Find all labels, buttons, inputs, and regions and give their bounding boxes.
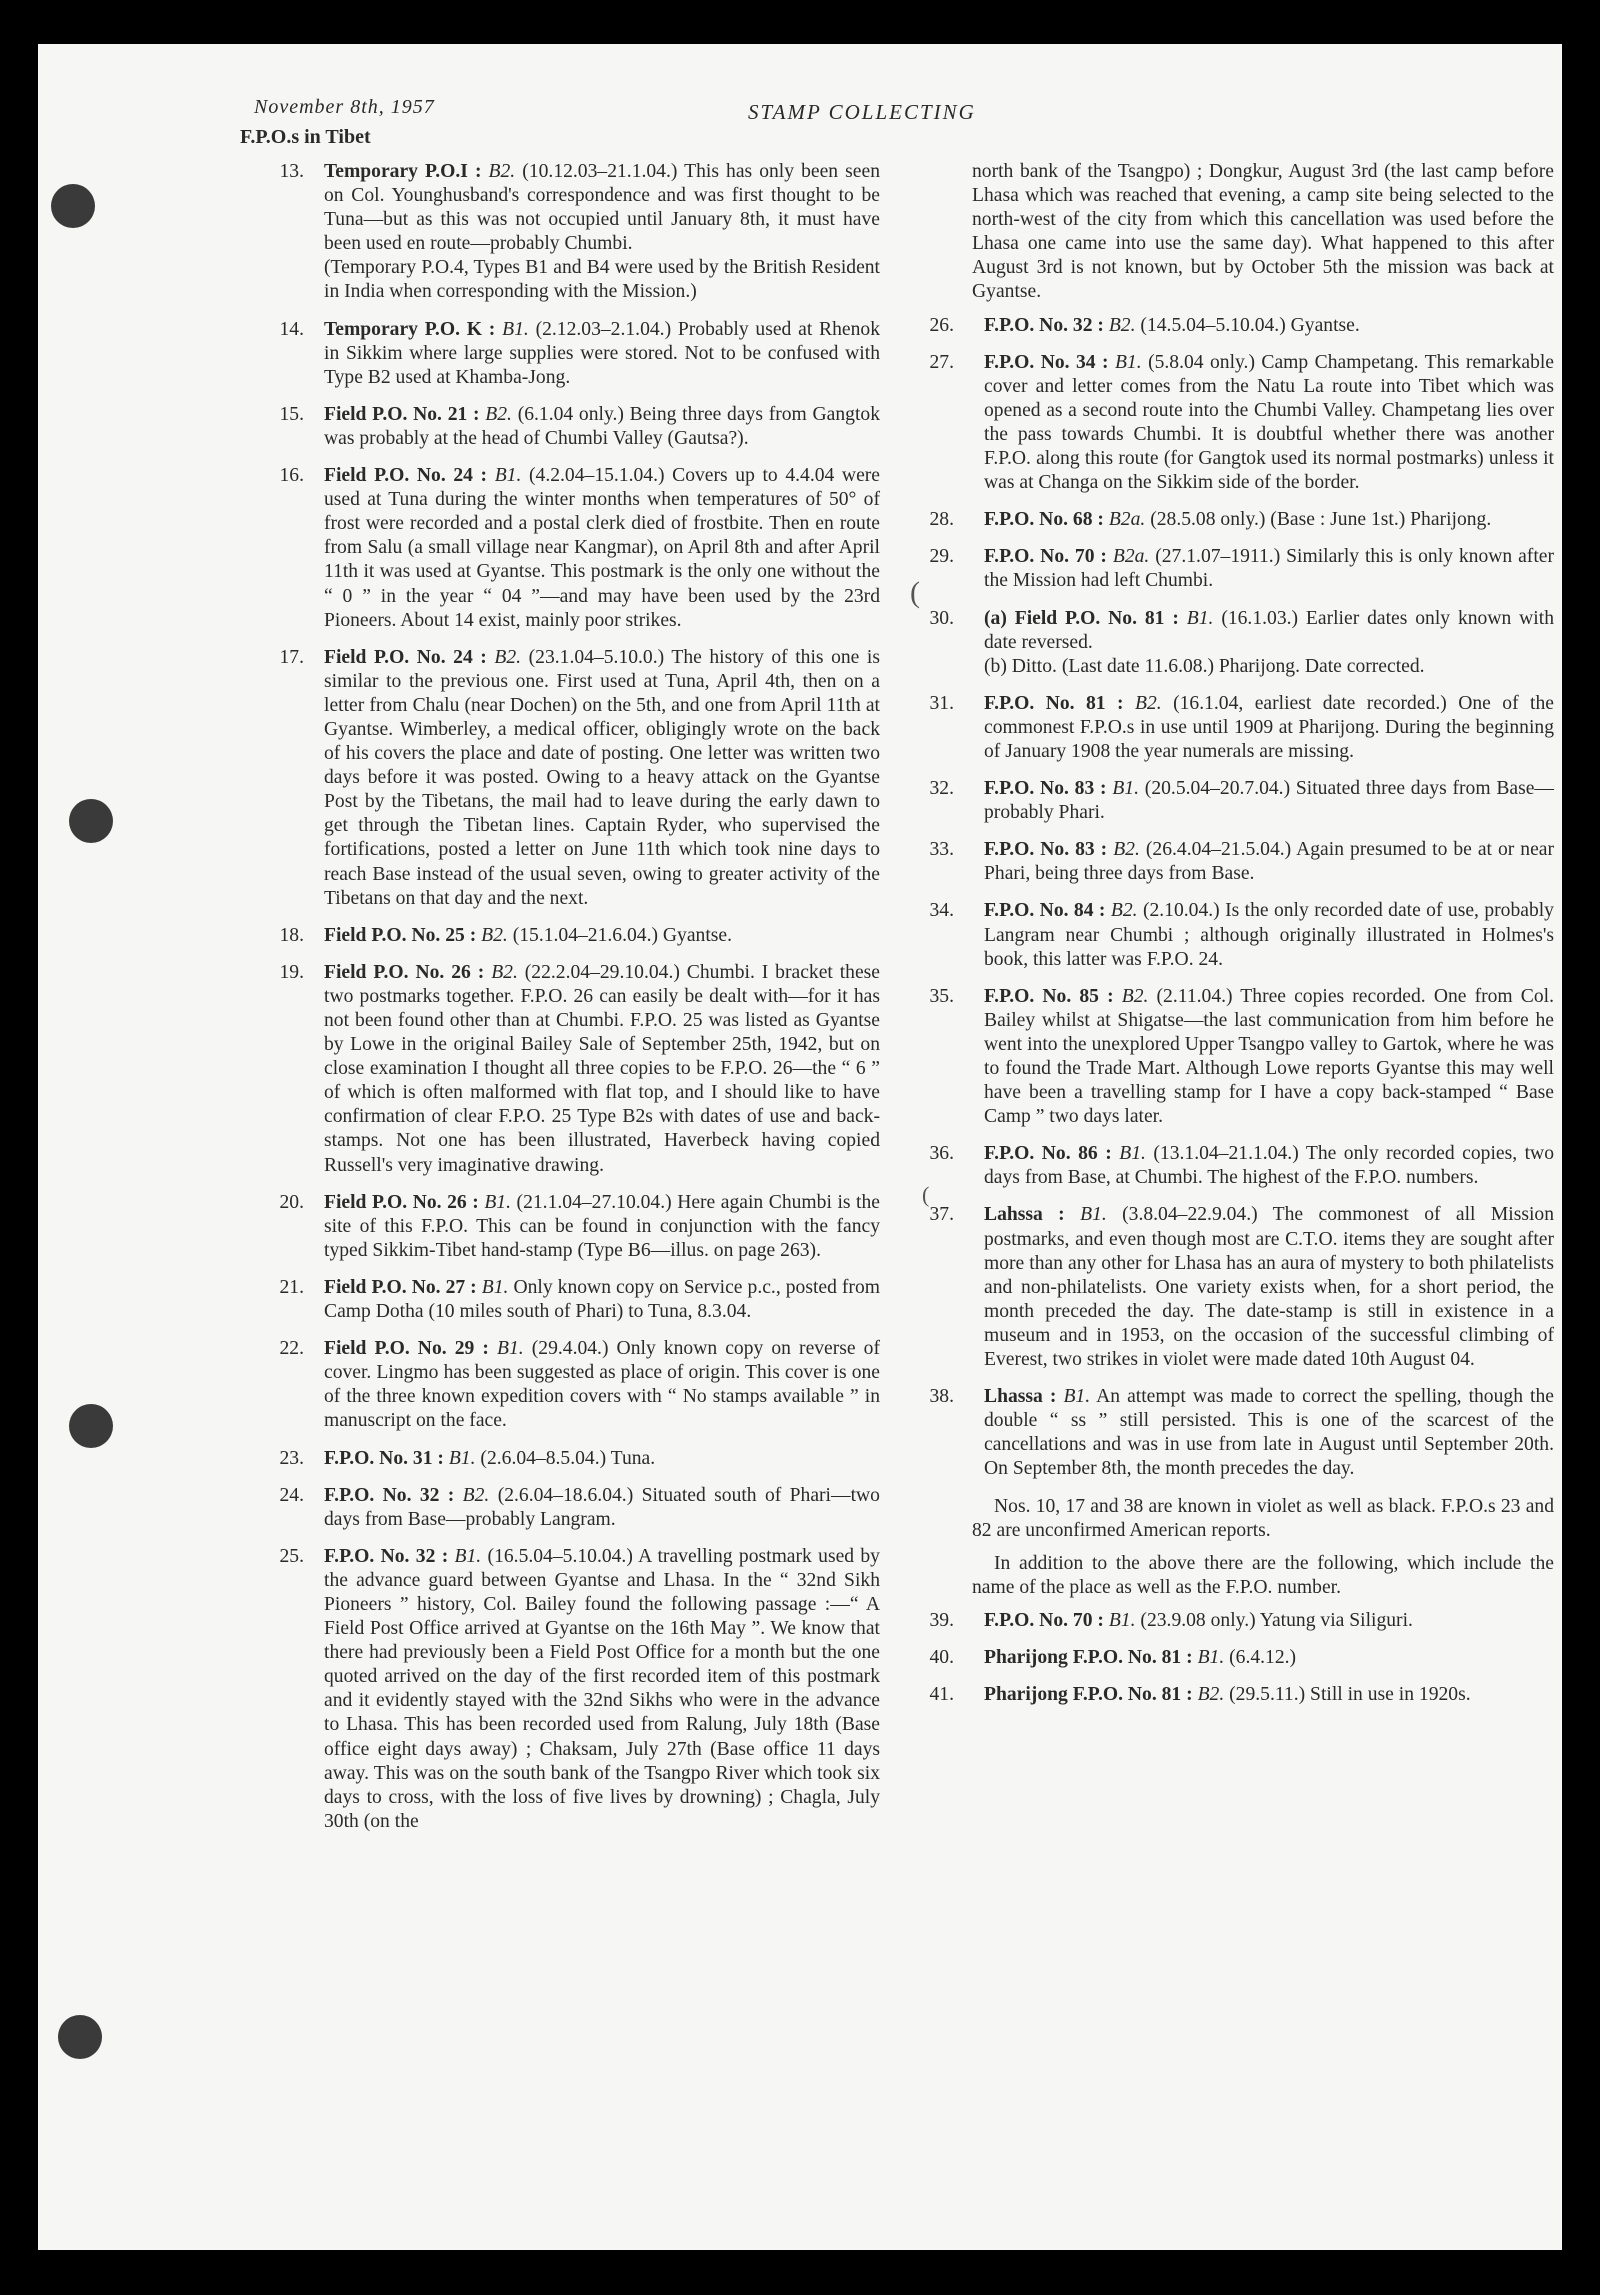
entry-description: (21.1.04–27.10.04.) Here again Chumbi is the site of this F.P.O. This can be found in conjunction with the fancy typed Sikkim-Tibet hand-stamp (Type B6—illus. on page 263). xyxy=(324,1191,880,1261)
entry-title: F.P.O. No. 86 : xyxy=(984,1143,1112,1165)
entry-number: 31. xyxy=(929,692,954,714)
entry-title: F.P.O. No. 31 : xyxy=(324,1447,444,1469)
entry-title: Field P.O. No. 26 : xyxy=(324,961,485,983)
entry-description: (15.1.04–21.6.04.) Gyantse. xyxy=(512,924,733,946)
entry-title: Field P.O. No. 29 : xyxy=(324,1338,489,1360)
entry-type: B2. xyxy=(462,1484,490,1506)
entry-type: B1. xyxy=(1197,1646,1225,1668)
catalogue-entry xyxy=(260,1484,880,1532)
catalogue-entry xyxy=(260,646,880,911)
entry-text xyxy=(984,985,1554,1130)
entry-title: F.P.O. No. 68 : xyxy=(984,509,1104,531)
left-column xyxy=(260,160,880,1847)
entry-text xyxy=(324,318,880,390)
entry-number: 32. xyxy=(929,778,954,800)
entry-type: B1. xyxy=(448,1447,476,1469)
catalogue-entry xyxy=(260,1337,880,1433)
entry-title: Field P.O. No. 26 : xyxy=(324,1191,479,1213)
entry-type: B1. xyxy=(484,1191,511,1213)
entry-type: B2. xyxy=(1110,900,1138,922)
entry-description: (2.6.04–8.5.04.) Tuna. xyxy=(480,1447,656,1469)
entry-number: 17. xyxy=(279,646,304,668)
entry-type: B2. xyxy=(1197,1684,1225,1706)
entry-title: Field P.O. No. 25 : xyxy=(324,924,477,946)
entry-text xyxy=(324,1337,880,1433)
entry-text xyxy=(984,545,1554,593)
entry-title: (a) Field P.O. No. 81 : xyxy=(984,607,1179,629)
entry-number: 22. xyxy=(279,1338,304,1360)
closing-note: In addition to the above there are the following, which include the name of the place as well as the F.P.O. number. xyxy=(972,1552,1554,1598)
entry-description: (2.12.03–2.1.04.) Probably used at Rhenok in Sikkim where large supplies were stored. Not to be confused with Type B2 used at Khamba-Jong. xyxy=(324,318,880,388)
entry-number: 36. xyxy=(929,1143,954,1165)
entry-title: Pharijong F.P.O. No. 81 : xyxy=(984,1646,1193,1668)
entry-title: F.P.O. No. 85 : xyxy=(984,985,1114,1007)
entry-description: (23.1.04–5.10.0.) The history of this one is similar to the previous one. First used at Tuna, April 4th, then on a letter from Chalu (near Dochen) on the 5th, and one from April 11th at Gyantse. Wimberley, a medical officer, obligingly wrote on the back of his covers the place and date of posting. One letter was written two days before it was posted. Owing to a heavy attack on the Gyantse Post by the Tibetans, the mail had to leave during the early dawn to get through the Tibetan lines. Captain Ryder, who supervised the fortifications, posted a letter on June 11th which took nine days to reach Base instead of the usual seven, owing to greater activity of the Tibetans on that day and the next. xyxy=(324,646,880,909)
entry-title: F.P.O. No. 32 : xyxy=(324,1545,449,1567)
entry-number: 41. xyxy=(929,1684,954,1706)
entry-number: 14. xyxy=(279,318,304,340)
entry-number: 25. xyxy=(279,1545,304,1567)
entry-title: Pharijong F.P.O. No. 81 : xyxy=(984,1684,1193,1706)
entry-number: 13. xyxy=(279,161,304,182)
entry-number: 30. xyxy=(929,607,954,629)
entry-type: B2. xyxy=(1134,692,1162,714)
punch-hole-2 xyxy=(69,799,113,843)
entry-description: (22.2.04–29.10.04.) Chumbi. I bracket these two postmarks together. F.P.O. 26 can easily be dealt with—for it has not been found other than at Chumbi. F.P.O. 25 was listed as Gyantse by Lowe in the original Bailey Sale of September 25th, 1942, but on close examination I thought all three copies to be F.P.O. 26—the “ 6 ” of which is often malformed with flat top, and I should like to have confirmation of clear F.P.O. 25 Type B2s with dates of use and back-stamps. Not one has been illustrated, Haverbeck having copied Russell's very imaginative drawing. xyxy=(324,961,881,1176)
margin-bracket-mark-2: ( xyxy=(922,1182,930,1207)
entry-number: 29. xyxy=(929,546,954,568)
entry-text xyxy=(984,314,1554,338)
entry-text xyxy=(984,1683,1554,1707)
entry-description: (2.6.04–18.6.04.) Situated south of Phari—two days from Base—probably Langram. xyxy=(324,1484,880,1530)
catalogue-entry xyxy=(908,1683,1554,1707)
entry-type: B1. xyxy=(1108,1609,1136,1631)
entry-description: (13.1.04–21.1.04.) The only recorded copies, two days from Base, at Chumbi. The highest of the F.P.O. numbers. xyxy=(984,1143,1555,1189)
entry-number: 33. xyxy=(929,839,954,861)
entry-text xyxy=(984,351,1554,496)
entry-description: (2.11.04.) Three copies recorded. One from Col. Bailey whilst at Shigatse—the last communication from him before he went into the unexplored Upper Tsangpo valley to Gartok, where he was to found the Trade Mart. Although Lowe reports Gyantse this may well have been a travelling stamp for I have a copy back-stamped “ Base Camp ” two days later. xyxy=(984,985,1554,1128)
entry-description: (26.4.04–21.5.04.) Again presumed to be at or near Phari, being three days from Base. xyxy=(984,839,1555,885)
catalogue-entry xyxy=(908,1609,1554,1633)
catalogue-entry xyxy=(260,160,880,305)
entry-description: (27.1.07–1911.) Similarly this is only known after the Mission had left Chumbi. xyxy=(984,546,1554,592)
entry-description: (14.5.04–5.10.04.) Gyantse. xyxy=(1140,314,1360,336)
entry-title: F.P.O. No. 81 : xyxy=(984,692,1124,714)
entry-text xyxy=(324,1276,880,1324)
entry-description: (16.1.03.) Earlier dates only known with date reversed. xyxy=(984,607,1554,653)
entry-extra-note: (b) Ditto. (Last date 11.6.08.) Pharijong. Date corrected. xyxy=(984,655,1425,677)
entry-text xyxy=(324,160,880,256)
entry-type: B2a. xyxy=(1108,509,1146,531)
entry-title: F.P.O. No. 70 : xyxy=(984,1609,1104,1631)
entry-text xyxy=(324,1545,880,1834)
entry-text xyxy=(324,1447,880,1471)
right-column xyxy=(908,160,1554,1720)
entry-description: (5.8.04 only.) Camp Champetang. This remarkable cover and letter comes from the Natu La route into Tibet which was opened as a second route into the Chumbi Valley. Champetang lies over the pass towards Chumbi. It is doubtful whether there was another F.P.O. along this route (for Gangtok used its normal postmarks) unless it was at Changa on the Sikkim side of the border. xyxy=(984,351,1555,494)
entry-text xyxy=(324,924,880,948)
entry-type: B1. xyxy=(481,1276,509,1298)
entry-title: F.P.O. No. 83 : xyxy=(984,778,1107,800)
entry-text xyxy=(984,777,1554,825)
entry-text xyxy=(984,1385,1554,1481)
entry-title: F.P.O. No. 70 : xyxy=(984,546,1107,568)
entry-title: Field P.O. No. 21 : xyxy=(324,403,480,425)
entry-number: 20. xyxy=(279,1191,304,1213)
catalogue-entry xyxy=(908,692,1554,764)
catalogue-entry xyxy=(908,838,1554,886)
entry-title: Lhassa : xyxy=(984,1386,1057,1408)
catalogue-entry xyxy=(260,1545,880,1834)
entry-type: B1. xyxy=(1114,351,1142,373)
entry-type: B2a. xyxy=(1112,546,1150,568)
catalogue-entry xyxy=(908,985,1554,1130)
catalogue-entry xyxy=(260,924,880,948)
entry-number: 37. xyxy=(929,1204,954,1226)
entry-description: (28.5.08 only.) (Base : June 1st.) Pharijong. xyxy=(1150,509,1492,531)
entry-type: B1. xyxy=(1080,1204,1107,1226)
entry-title: Field P.O. No. 24 : xyxy=(324,465,488,487)
section-title: F.P.O.s in Tibet xyxy=(240,126,371,148)
entry-text xyxy=(324,464,880,633)
entry-title: Field P.O. No. 24 : xyxy=(324,646,487,668)
journal-title: STAMP COLLECTING xyxy=(748,100,976,124)
catalogue-entry xyxy=(908,1385,1554,1481)
entry-type: B2. xyxy=(1108,314,1136,336)
entry-text xyxy=(984,607,1554,655)
entry-description: (6.4.12.) xyxy=(1229,1646,1297,1668)
entry-type: B2. xyxy=(1113,839,1140,861)
entry-title: F.P.O. No. 32 : xyxy=(984,314,1104,336)
catalogue-entry xyxy=(260,1191,880,1263)
entry-description: (4.2.04–15.1.04.) Covers up to 4.4.04 were used at Tuna during the winter months when temperatures of 50° of frost were recorded and a postal clerk died of frostbite. Then en route from Salu (a small village near Kangmar), on April 8th and after April 11th it was used at Gyantse. This postmark is the only one without the “ 0 ” in the year “ 04 ”—and may have been used by the 23rd Pioneers. About 14 exist, mainly poor strikes. xyxy=(324,465,881,631)
entry-number: 21. xyxy=(279,1276,304,1298)
catalogue-entry xyxy=(260,961,880,1178)
entry-description: (2.10.04.) Is the only recorded date of use, probably Langram near Chumbi ; although originally illustrated in Holmes's book, this latter was F.P.O. 24. xyxy=(984,900,1554,970)
catalogue-entry xyxy=(908,508,1554,532)
catalogue-entry xyxy=(908,1646,1554,1670)
catalogue-entry xyxy=(260,1276,880,1324)
entry-number: 26. xyxy=(929,314,954,336)
entry-title: F.P.O. No. 34 : xyxy=(984,351,1109,373)
entry-type: B1. xyxy=(497,1338,524,1360)
closing-note: Nos. 10, 17 and 38 are known in violet as well as black. F.P.O.s 23 and 82 are unconfirmed American reports. xyxy=(972,1495,1554,1541)
issue-date: November 8th, 1957 xyxy=(254,96,435,118)
entry-number: 23. xyxy=(279,1447,304,1469)
catalogue-entry xyxy=(260,1447,880,1471)
entry-title: F.P.O. No. 84 : xyxy=(984,900,1106,922)
entry-type: B2. xyxy=(1121,985,1149,1007)
entry-title: Lahssa : xyxy=(984,1204,1065,1226)
entry-description: (29.4.04.) Only known copy on reverse of cover. Lingmo has been suggested as place of origin. This cover is one of the three known expedition covers with “ No stamps available ” in manuscript on the face. xyxy=(324,1338,880,1432)
catalogue-entry xyxy=(908,351,1554,496)
entry-text xyxy=(324,1484,880,1532)
entry-type: B1. xyxy=(1119,1143,1146,1165)
entry-description: (23.9.08 only.) Yatung via Siliguri. xyxy=(1140,1609,1413,1631)
entry-number: 15. xyxy=(279,403,304,425)
entry-description: An attempt was made to correct the spelling, though the double “ ss ” still persisted. This is one of the scarcest of the cancellations and was in use from late in August until September 20th. On September 8th, the month precedes the day. xyxy=(984,1386,1554,1480)
punch-hole-4 xyxy=(58,2015,102,2059)
entry-title: F.P.O. No. 32 : xyxy=(324,1484,455,1506)
entry-title: Field P.O. No. 27 : xyxy=(324,1276,477,1298)
entry-number: 40. xyxy=(929,1646,954,1668)
entry-text xyxy=(984,508,1554,532)
entry-text xyxy=(984,1203,1554,1372)
entry-description: (20.5.04–20.7.04.) Situated three days from Base—probably Phari. xyxy=(984,778,1555,824)
entry-type: B1. xyxy=(1186,607,1214,629)
entry-text xyxy=(324,646,880,911)
entry-description: (6.1.04 only.) Being three days from Gangtok was probably at the head of Chumbi Valley (Gautsa?). xyxy=(324,403,880,449)
catalogue-entry xyxy=(908,1142,1554,1190)
entry-text xyxy=(984,1142,1554,1190)
entry-title: Temporary P.O.I : xyxy=(324,161,482,182)
entry-text xyxy=(984,692,1554,764)
entry-number: 27. xyxy=(929,351,954,373)
punch-hole-1 xyxy=(51,184,95,228)
entry-text xyxy=(324,1191,880,1263)
entry-type: B1. xyxy=(502,318,529,340)
entry-type: B2. xyxy=(485,403,512,425)
entry-type: B1. xyxy=(494,465,522,487)
entry-number: 39. xyxy=(929,1609,954,1631)
margin-bracket-mark: ( xyxy=(910,576,920,609)
entry-number: 34. xyxy=(929,900,954,922)
catalogue-entry xyxy=(908,777,1554,825)
catalogue-entry xyxy=(260,464,880,633)
catalogue-entry xyxy=(908,1203,1554,1372)
entry-type: B1. xyxy=(1112,778,1140,800)
entry-number: 28. xyxy=(929,509,954,531)
entry-description: (16.5.04–5.10.04.) A travelling postmark used by the advance guard between Gyantse and Lhasa. In the “ 32nd Sikh Pioneers ” history, Col. Bailey found the following passage :—“ A Field Post Office arrived at Gyantse on the 16th May ”. We know that there had previously been a Field Post Office for a month but the one quoted arrived on the day of the first recorded item of this postmark and it evidently stayed with the 32nd Sikhs who were in the advance to Lhasa. This has been recorded used from Ralung, July 18th (Base office eight days away) ; Chaksam, July 27th (Base office 11 days away. This was on the south bank of the Tsangpo River which took six days to cross, with the loss of five lives by drowning) ; Chagla, July 30th (on the xyxy=(324,1545,880,1832)
catalogue-entry xyxy=(908,899,1554,971)
catalogue-entry xyxy=(260,403,880,451)
entry-number: 38. xyxy=(929,1386,954,1408)
entry-type: B1. xyxy=(1063,1386,1091,1408)
entry-text xyxy=(984,1646,1554,1670)
entry-text xyxy=(324,961,880,1178)
entry-type: B1. xyxy=(454,1545,482,1567)
entry-title: Temporary P.O. K : xyxy=(324,318,496,340)
entry-number: 18. xyxy=(279,924,304,946)
entry-text xyxy=(984,899,1554,971)
entry-extra-note: (Temporary P.O.4, Types B1 and B4 were used by the British Resident in India when corresponding with the Mission.) xyxy=(324,257,880,303)
entry-type: B2. xyxy=(494,646,522,668)
entry-description: Only known copy on Service p.c., posted from Camp Dotha (10 miles south of Phari) to Tuna, 8.3.04. xyxy=(324,1276,880,1323)
entry-description: (29.5.11.) Still in use in 1920s. xyxy=(1229,1684,1471,1706)
catalogue-entry xyxy=(908,545,1554,593)
entry-number: 19. xyxy=(279,961,304,983)
catalogue-entry xyxy=(908,607,1554,679)
catalogue-entry xyxy=(260,318,880,390)
entry-number: 35. xyxy=(929,985,954,1007)
entry-text xyxy=(984,1609,1554,1633)
entry-description: (10.12.03–21.1.04.) This has only been seen on Col. Younghusband's correspondence and was first thought to be Tuna—but as this was not occupied until January 8th, it must have been used en route—probably Chumbi. xyxy=(324,161,880,255)
entry-type: B2. xyxy=(481,924,508,946)
continued-paragraph: north bank of the Tsangpo) ; Dongkur, August 3rd (the last camp before Lhasa which was reached that evening, a camp site being selected to the north-west of the city from which this cancellation was used before the Lhasa one came into use the same day). What happened to this after August 3rd is not known, but by October 5th the mission was back at Gyantse. xyxy=(972,161,1554,303)
entry-number: 16. xyxy=(279,465,304,487)
entry-description: (16.1.04, earliest date recorded.) One of the commonest F.P.O.s in use until 1909 at Pharijong. During the beginning of January 1908 the year numerals are missing. xyxy=(984,692,1554,762)
entry-text xyxy=(324,403,880,451)
entry-type: B2. xyxy=(491,961,518,983)
entry-title: F.P.O. No. 83 : xyxy=(984,839,1108,861)
entry-text xyxy=(984,838,1554,886)
catalogue-entry xyxy=(908,314,1554,338)
entry-description: (3.8.04–22.9.04.) The commonest of all Mission postmarks, and even though most are C.T.O. items they are sought after more than any other for Lhasa has an aura of mystery to both philatelists and non-philatelists. One variety exists when, for a short period, the month preceded the day. The date-stamp is still in existence in a museum and in 1953, on the occasion of the successful climbing of Everest, two strikes in violet were made dated 10th August 04. xyxy=(984,1204,1554,1371)
entry-type: B2. xyxy=(488,161,516,182)
punch-hole-3 xyxy=(69,1404,113,1448)
entry-number: 24. xyxy=(279,1484,304,1506)
